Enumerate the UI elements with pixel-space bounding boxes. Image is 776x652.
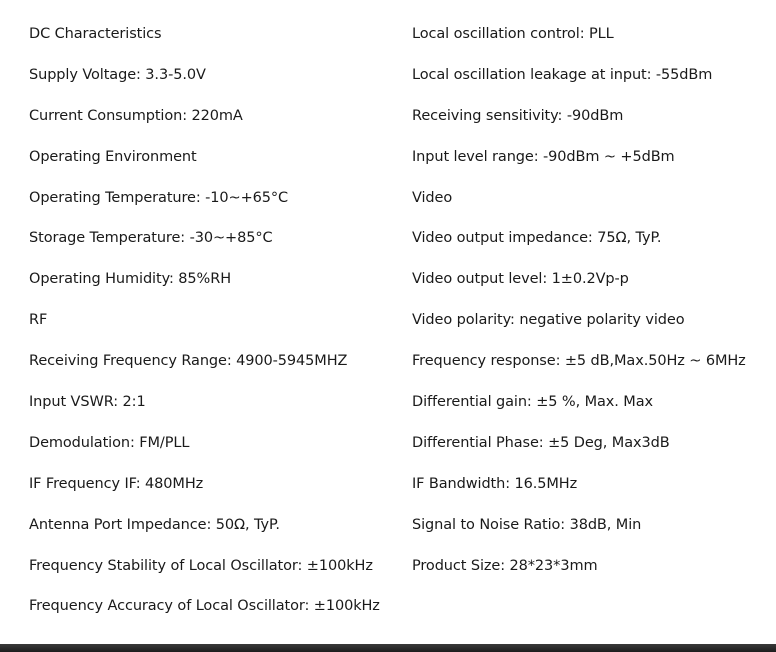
spec-line: Local oscillation leakage at input: -55dBm [412, 66, 713, 83]
spec-line: Operating Temperature: -10~+65°C [29, 189, 289, 206]
spec-line: Demodulation: FM/PLL [29, 434, 190, 451]
spec-line: Video polarity: negative polarity video [412, 312, 685, 329]
spec-line: Video [412, 189, 453, 206]
spec-line: Antenna Port Impedance: 50Ω, TyP. [29, 516, 280, 533]
spec-column-left [29, 20, 401, 633]
bottom-border-bar [0, 644, 776, 652]
spec-column-right [412, 20, 772, 592]
spec-line: Receiving Frequency Range: 4900-5945MHZ [29, 353, 348, 370]
spec-line: Frequency Stability of Local Oscillator: ±100kHz [29, 557, 373, 574]
spec-line: Receiving sensitivity: -90dBm [412, 107, 624, 124]
spec-line: Differential gain: ±5 %, Max. Max [412, 394, 653, 411]
spec-line: Frequency Accuracy of Local Oscillator: ±100kHz [29, 598, 380, 615]
spec-line: Signal to Noise Ratio: 38dB, Min [412, 516, 642, 533]
spec-line: Product Size: 28*23*3mm [412, 557, 598, 574]
spec-line: Current Consumption: 220mA [29, 107, 243, 124]
spec-line: Operating Humidity: 85%RH [29, 271, 231, 288]
spec-line: Input level range: -90dBm ~ +5dBm [412, 148, 675, 165]
spec-line: Operating Environment [29, 148, 197, 165]
spec-line: Supply Voltage: 3.3-5.0V [29, 66, 206, 83]
spec-line: Input VSWR: 2:1 [29, 394, 146, 411]
spec-line: DC Characteristics [29, 26, 162, 42]
spec-line: RF [29, 312, 48, 329]
spec-line: Storage Temperature: -30~+85°C [29, 230, 273, 247]
spec-line: Video output impedance: 75Ω, TyP. [412, 230, 662, 247]
spec-line: IF Bandwidth: 16.5MHz [412, 475, 578, 492]
spec-line: IF Frequency IF: 480MHz [29, 475, 204, 492]
spec-line: Frequency response: ±5 dB,Max.50Hz ~ 6MHz [412, 353, 746, 370]
spec-line: Local oscillation control: PLL [412, 26, 614, 42]
spec-line: Video output level: 1±0.2Vp-p [412, 271, 629, 288]
spec-line: Differential Phase: ±5 Deg, Max3dB [412, 434, 670, 451]
